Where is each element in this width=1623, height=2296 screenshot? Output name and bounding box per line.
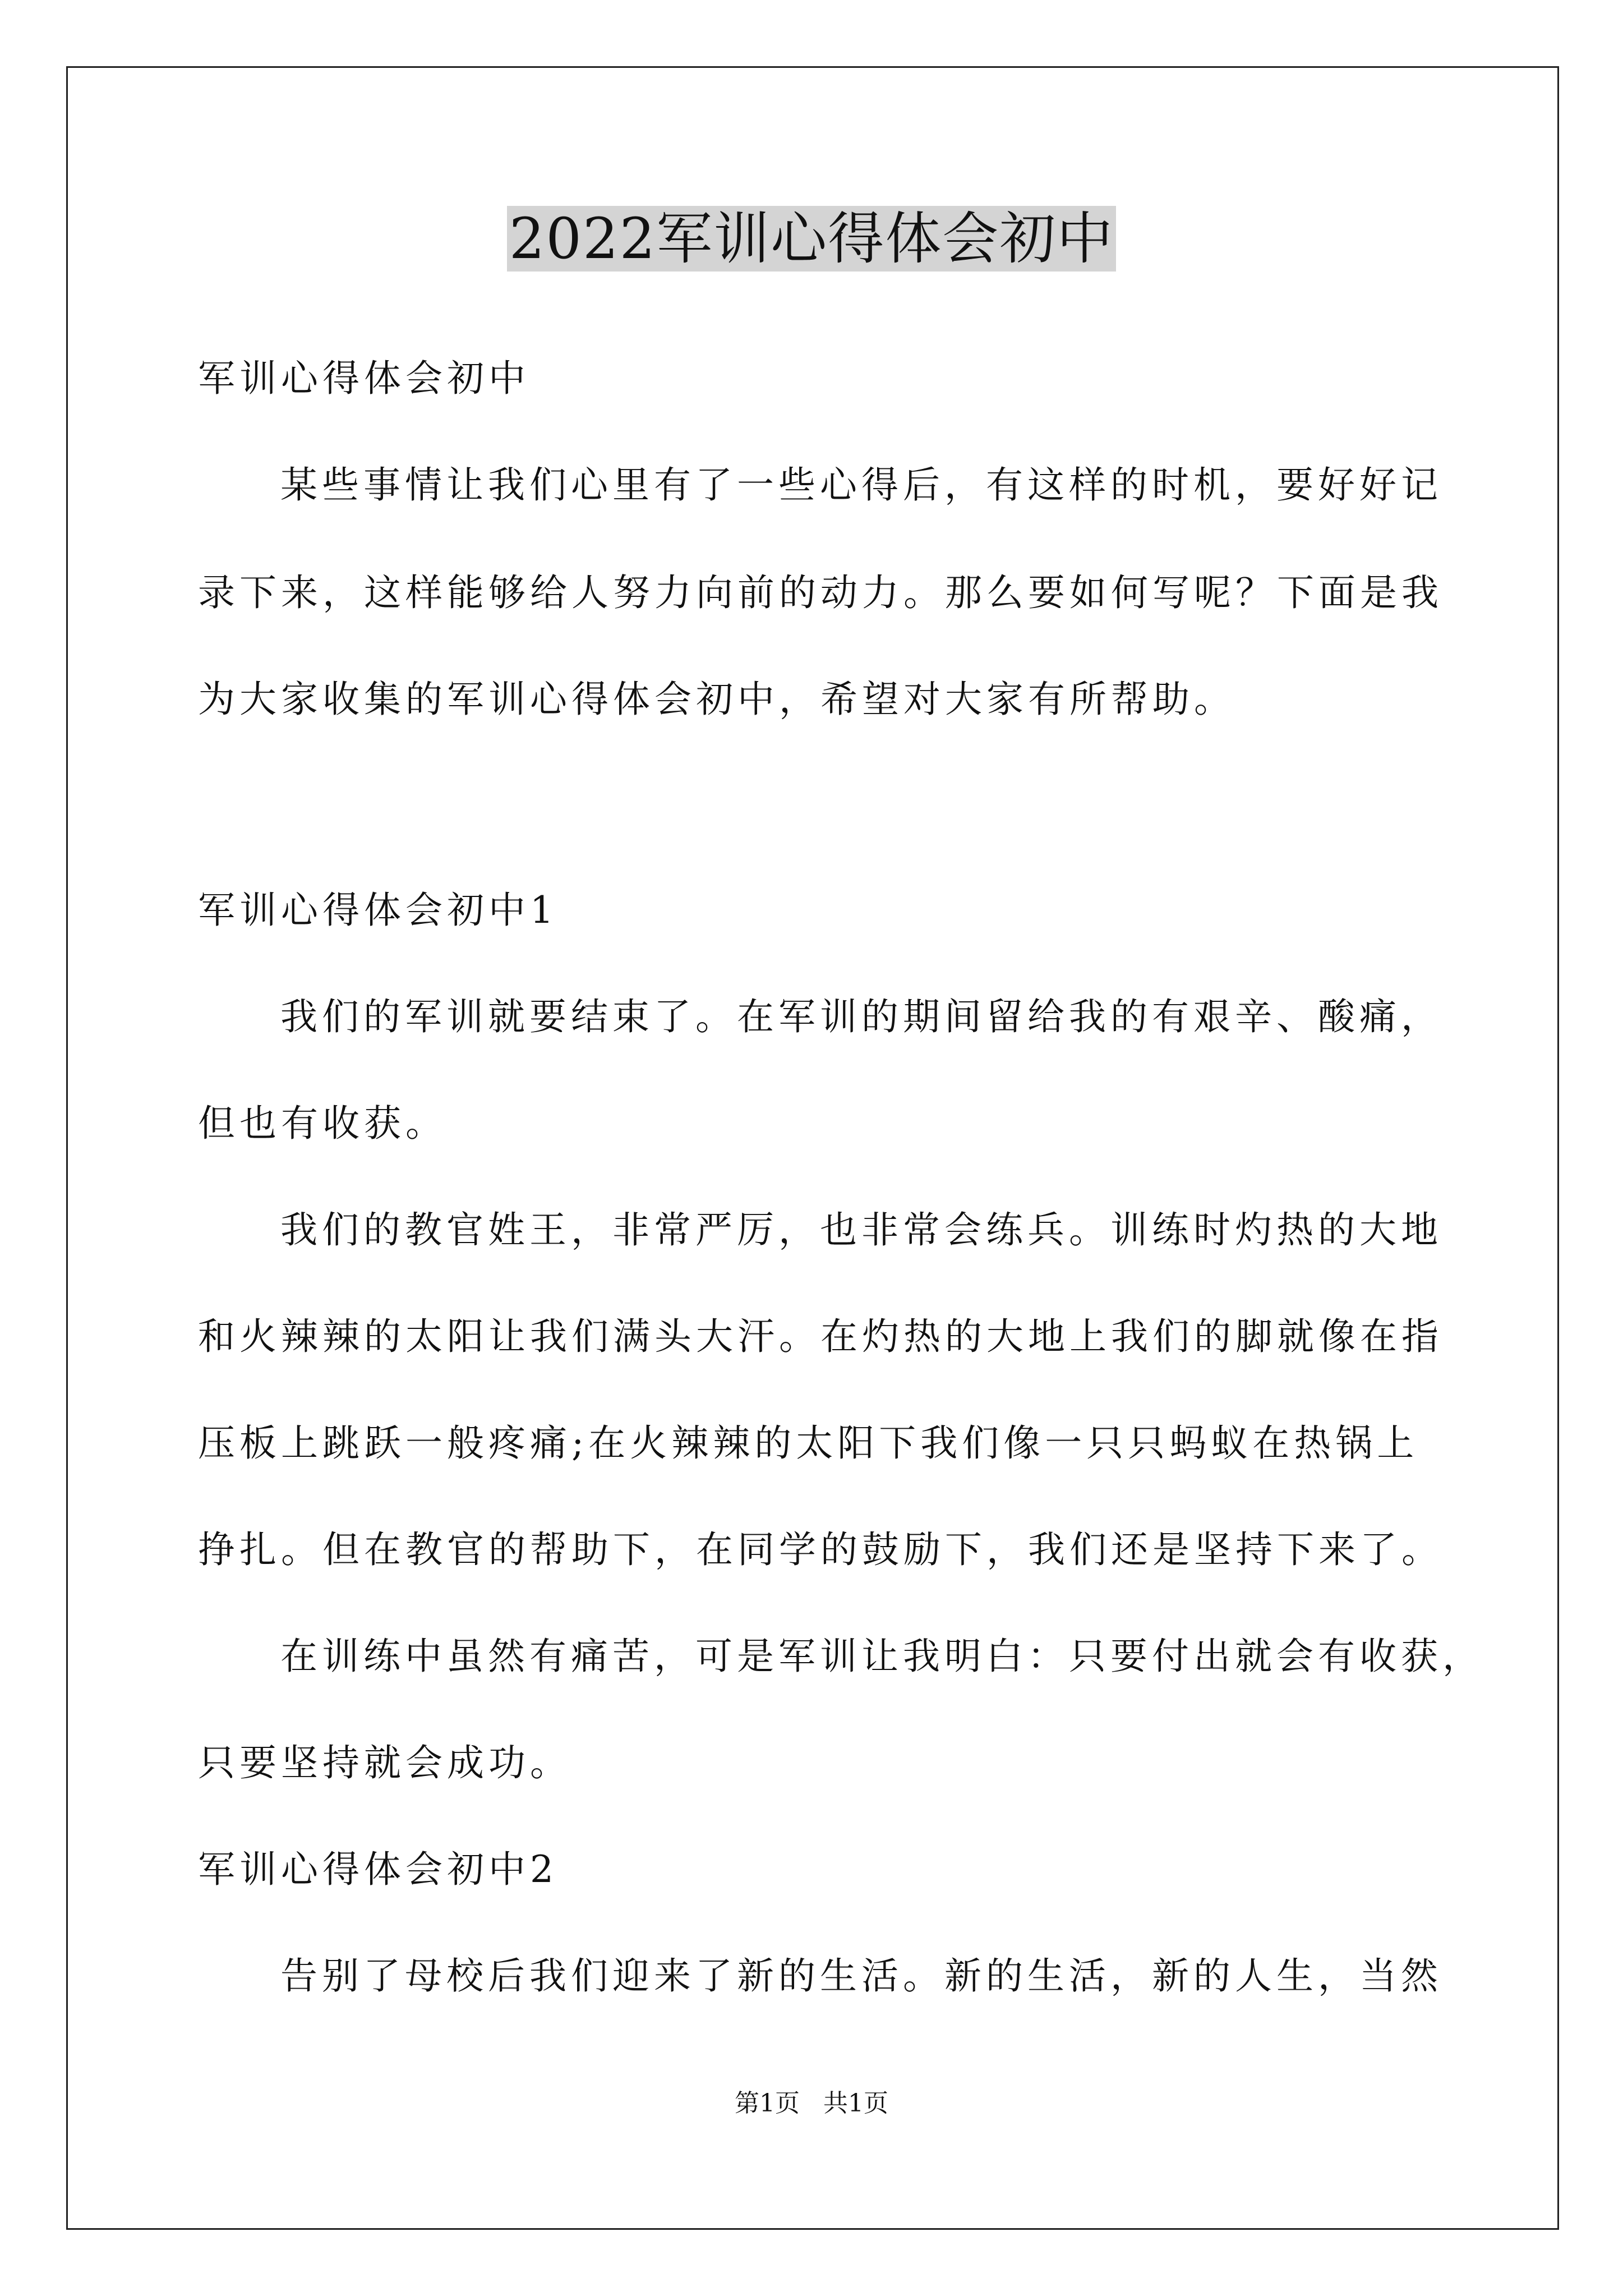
subtitle: 军训心得体会初中 [198, 357, 530, 400]
paragraph-line: 挣扎。但在教官的帮助下，在同学的鼓励下，我们还是坚持下来了。 [198, 1528, 1443, 1571]
paragraph-line: 压板上跳跃一般疼痛;在火辣辣的太阳下我们像一只只蚂蚁在热锅上 [198, 1421, 1419, 1465]
paragraph-line: 我们的教官姓王，非常严厉，也非常会练兵。训练时灼热的大地 [280, 1208, 1442, 1251]
section-heading: 军训心得体会初中2 [198, 1848, 558, 1891]
paragraph-line: 我们的军训就要结束了。在军训的期间留给我的有艰辛、酸痛， [280, 995, 1442, 1038]
paragraph-line: 某些事情让我们心里有了一些心得后，有这样的时机，要好好记 [280, 463, 1442, 507]
paragraph-line: 告别了母校后我们迎来了新的生活。新的生活，新的人生，当然 [280, 1954, 1442, 1998]
document-title [0, 200, 1623, 278]
page-footer: 第1页 共1页 [735, 2089, 888, 2118]
section-heading: 军训心得体会初中1 [198, 889, 558, 932]
paragraph-line: 在训练中虽然有痛苦，可是军训让我明白：只要付出就会有收获， [280, 1635, 1484, 1678]
paragraph-line: 录下来，这样能够给人努力向前的动力。那么要如何写呢？下面是我 [198, 571, 1443, 614]
paragraph-line: 和火辣辣的太阳让我们满头大汗。在灼热的大地上我们的脚就像在指 [198, 1315, 1443, 1358]
paragraph-line: 但也有收获。 [198, 1102, 447, 1145]
paragraph-line: 只要坚持就会成功。 [198, 1741, 571, 1784]
paragraph-line: 为大家收集的军训心得体会初中，希望对大家有所帮助。 [198, 678, 1235, 721]
document-title-text: 2022军训心得体会初中 [507, 206, 1117, 272]
